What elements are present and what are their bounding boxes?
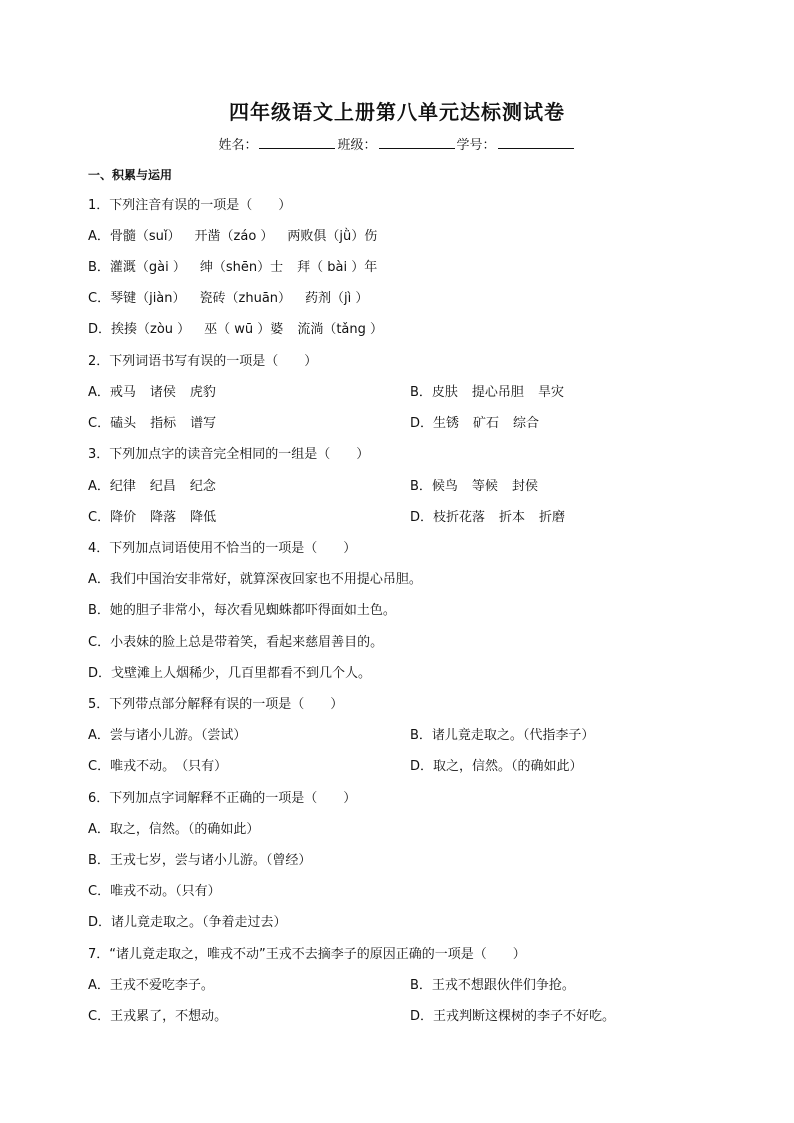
option-text: 纪昌 xyxy=(149,479,176,494)
option-text: 旱灾 xyxy=(537,385,564,400)
question-7-stem: 7．“诸儿竟走取之，唯戎不动”王戎不去摘李子的原因正确的一项是（ ） xyxy=(88,947,526,962)
page-title: 四年级语文上册第八单元达标测试卷 xyxy=(229,100,565,124)
name-label: 姓名： xyxy=(218,138,258,153)
option-text: 提心吊胆 xyxy=(471,385,524,400)
question-6-option-d: D．诸儿竟走取之。（争着走过去） xyxy=(88,915,287,930)
option-text: 绅（shēn）士 xyxy=(199,260,284,275)
question-4-option-b: B．她的胆子非常小，每次看见蜘蛛都吓得面如土色。 xyxy=(88,603,396,618)
option-text: A．戒马 xyxy=(88,385,136,400)
option-text: 封侯 xyxy=(511,479,538,494)
question-2-option-d xyxy=(410,415,539,433)
option-text: 谱写 xyxy=(190,416,217,431)
option-text: 虎豹 xyxy=(189,385,216,400)
number-label: 学号： xyxy=(456,138,496,153)
option-text: 折本 xyxy=(499,510,526,525)
question-7-option-d: D．王戎判断这棵树的李子不好吃。 xyxy=(410,1009,616,1024)
question-1-option-d xyxy=(88,321,383,339)
option-text: D．挨揍（zòu ） xyxy=(88,322,191,337)
question-3-option-b xyxy=(410,478,538,496)
question-2-stem: 2．下列词语书写有误的一项是（ ） xyxy=(88,354,318,369)
option-text: A．骨髓（suǐ） xyxy=(88,229,181,244)
question-6-stem: 6．下列加点字词解释不正确的一项是（ ） xyxy=(88,791,357,806)
name-blank[interactable] xyxy=(259,136,335,149)
option-text: 折磨 xyxy=(539,510,566,525)
student-info-line xyxy=(0,134,794,153)
question-1-option-b xyxy=(88,259,377,277)
question-6-option-b: B．王戎七岁，尝与诸小儿游。（曾经） xyxy=(88,853,312,868)
question-3-option-c xyxy=(88,509,216,527)
question-3-option-d xyxy=(410,509,565,527)
option-text: 等候 xyxy=(471,479,498,494)
question-5-option-c: C．唯戎不动。 （只有） xyxy=(88,759,228,774)
question-2-option-a xyxy=(88,384,216,402)
option-text: C．磕头 xyxy=(88,416,137,431)
section-heading: 一、积累与运用 xyxy=(88,168,173,182)
question-2-option-c xyxy=(88,415,216,433)
option-text: 瓷砖（zhuān） xyxy=(199,291,292,306)
option-text: B．候鸟 xyxy=(410,479,458,494)
question-2-option-b xyxy=(410,384,564,402)
question-5-stem: 5．下列带点部分解释有误的一项是（ ） xyxy=(88,697,344,712)
question-4-option-d: D．戈壁滩上人烟稀少，几百里都看不到几个人。 xyxy=(88,666,372,681)
option-text: D．生锈 xyxy=(410,416,460,431)
question-5-option-b: B．诸儿竟走取之。（代指李子） xyxy=(410,728,595,743)
option-text: D．枝折花落 xyxy=(410,510,486,525)
question-4-option-a: A．我们中国治安非常好，就算深夜回家也不用提心吊胆。 xyxy=(88,572,422,587)
number-blank[interactable] xyxy=(498,136,574,149)
question-6-option-c: C．唯戎不动。（只有） xyxy=(88,884,221,899)
question-5-option-a: A．尝与诸小儿游。（尝试） xyxy=(88,728,247,743)
option-text: B．皮肤 xyxy=(410,385,458,400)
question-4-option-c: C．小表妹的脸上总是带着笑，看起来慈眉善目的。 xyxy=(88,635,384,650)
option-text: 矿石 xyxy=(473,416,500,431)
option-text: C．降价 xyxy=(88,510,137,525)
class-label: 班级： xyxy=(337,138,377,153)
question-3-stem: 3．下列加点字的读音完全相同的一组是（ ） xyxy=(88,447,370,462)
option-text: 巫（ wū ）婆 xyxy=(204,322,284,337)
question-7-option-c: C．王戎累了，不想动。 xyxy=(88,1009,228,1024)
option-text: 两败俱（jǜ）伤 xyxy=(287,229,378,244)
option-text: 指标 xyxy=(150,416,177,431)
question-3-option-a xyxy=(88,478,216,496)
class-blank[interactable] xyxy=(379,136,455,149)
option-text: 开凿（záo ） xyxy=(194,229,274,244)
option-text: 诸侯 xyxy=(149,385,176,400)
option-text: 流淌（tǎng ） xyxy=(297,322,383,337)
option-text: 纪念 xyxy=(189,479,216,494)
option-text: 综合 xyxy=(513,416,540,431)
question-6-option-a: A．取之，信然。（的确如此） xyxy=(88,822,260,837)
question-5-option-d: D．取之，信然。（的确如此） xyxy=(410,759,583,774)
option-text: 药剂（jì ） xyxy=(305,291,369,306)
option-text: 拜（ bài ）年 xyxy=(297,260,378,275)
question-7-option-b: B．王戎不想跟伙伴们争抢。 xyxy=(410,978,575,993)
option-text: 降落 xyxy=(150,510,177,525)
question-1-option-c xyxy=(88,290,368,308)
question-1-option-a xyxy=(88,228,377,246)
option-text: 降低 xyxy=(190,510,217,525)
option-text: A．纪律 xyxy=(88,479,136,494)
question-4-stem: 4．下列加点词语使用不恰当的一项是（ ） xyxy=(88,541,357,556)
option-text: C．琴键（jiàn） xyxy=(88,291,186,306)
option-text: B．灌溉（gài ） xyxy=(88,260,186,275)
question-1-stem: 1．下列注音有误的一项是（ ） xyxy=(88,198,292,213)
question-7-option-a: A．王戎不爱吃李子。 xyxy=(88,978,214,993)
